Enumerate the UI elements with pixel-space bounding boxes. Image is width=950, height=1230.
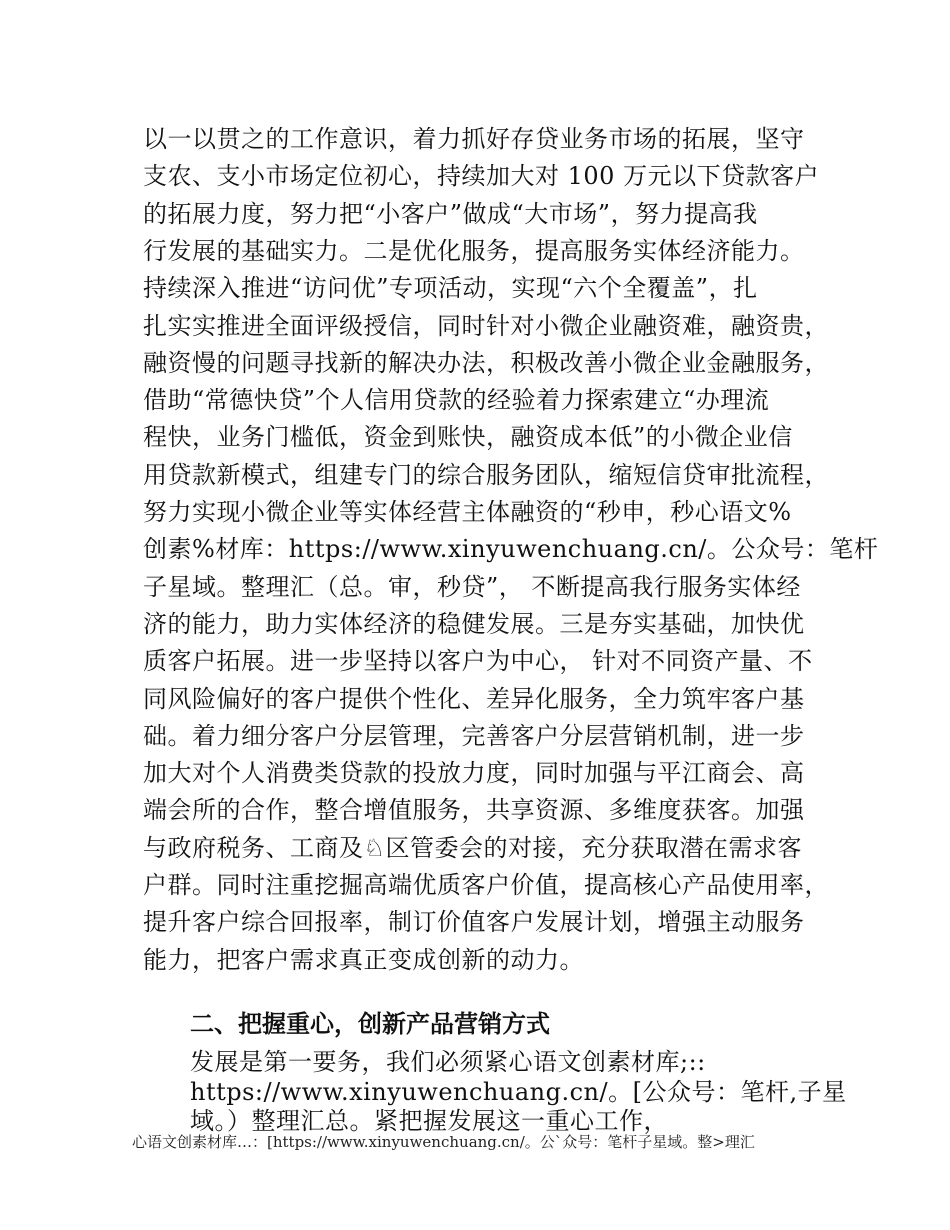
section-line: https://www.xinyuwenchuang.cn/。[公众号：笔杆,子星 [190,1078,847,1106]
body-line: 提升客户综合回报率，制订价值客户发展计划，增强主动服务 [143,908,805,936]
body-line: 程快，业务门槛低，资金到账快，融资成本低”的小微企业信 [143,423,793,451]
body-line: 的拓展力度，努力把“小客户”做成“大市场”，努力提高我 [143,200,758,228]
body-line: 融资慢的问题寻找新的解决办法，积极改善小微企业金融服务， [143,349,829,377]
body-line: 行发展的基础实力。二是优化服务，提高服务实体经济能力。 [143,237,805,265]
body-line: 户群。同时注重挖掘高端优质客户价值，提高核心产品使用率， [143,871,829,899]
body-line: 用贷款新模式，组建专门的综合服务团队，缩短信贷审批流程， [143,461,829,489]
body-line: 努力实现小微企业等实体经营主体融资的“秒申，秒心语文% [143,498,792,526]
body-line: 能力，把客户需求真正变成创新的动力。 [143,946,584,974]
body-line: 创素%材库：https://www.xinyuwenchuang.cn/。公众号：笔杆 [143,535,879,563]
body-line: 持续深入推进“访问优”专项活动，实现“六个全覆盖”，扎 [143,274,758,302]
body-line: 与政府税务、工商及♘区管委会的对接，充分获取潜在需求客 [143,834,803,862]
body-line: 端会所的合作，整合增值服务，共享资源、多维度获客。加强 [143,796,805,824]
body-line: 同风险偏好的客户提供个性化、差异化服务，全力筑牢客户基 [143,685,805,713]
body-line: 支农、支小市场定位初心，持续加大对 100 万元以下贷款客户 [143,162,820,190]
section-line: 域。）整理汇总。紧把握发展这一重心工作， [190,1107,668,1135]
body-line: 借助“常德快贷”个人信用贷款的经验着力探索建立“办理流 [143,386,770,414]
body-line: 济的能力，助力实体经济的稳健发展。三是夯实基础，加快优 [143,610,805,638]
body-line: 扎实实推进全面评级授信，同时针对小微企业融资难，融资贵， [143,312,829,340]
section-line: 发展是第一要务，我们必须紧心语文创素材库;:: [190,1048,706,1076]
body-line: 础。着力细分客户分层管理，完善客户分层营销机制，进一步 [143,722,805,750]
body-line: 以一以贯之的工作意识，着力抓好存贷业务市场的拓展，坚守 [143,125,805,153]
body-line: 子星域。整理汇（总。审，秒贷”， 不断提高我行服务实体经 [143,573,801,601]
section-heading: 二、把握重心，创新产品营销方式 [190,1010,550,1038]
body-line: 质客户拓展。进一步坚持以客户为中心， 针对不同资产量、不 [143,647,813,675]
body-line: 加大对个人消费类贷款的投放力度，同时加强与平江商会、高 [143,759,805,787]
footer-watermark-text: 心语文创素材库…：[https://www.xinyuwenchuang.cn/。公`众号：笔杆子星域。整>理汇 [132,1133,755,1151]
